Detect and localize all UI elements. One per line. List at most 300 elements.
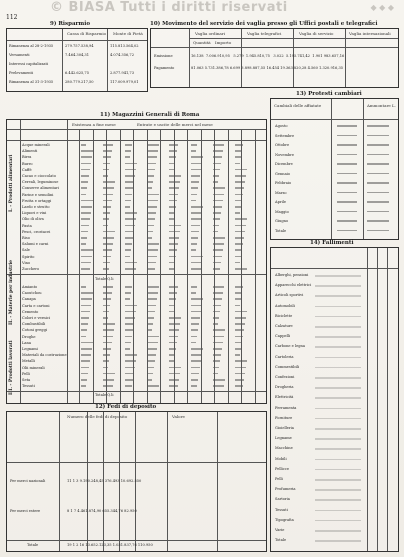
illegible-figure [213,305,221,307]
dotted-leader [315,489,361,491]
header-cambiali: Cambiali delle affiatate [274,103,322,108]
illegible-figure [367,125,389,127]
dotted-leader [315,428,361,430]
illegible-figure [213,256,222,258]
illegible-figure [337,192,357,194]
illegible-figure [213,360,220,362]
illegible-figure [169,144,178,146]
row-emissione-label: Emissione [154,54,173,58]
illegible-figure [125,342,131,344]
illegible-figure [147,360,155,362]
illegible-figure [169,187,179,189]
alimentari-item-label: Riso [22,236,30,240]
illegible-figure [213,298,222,300]
illegible-figure [103,181,115,183]
illegible-figure [213,243,224,245]
illegible-figure [103,218,109,220]
illegible-figure [81,373,88,375]
protesti-month-label: Settembre [275,133,295,138]
section-13-title: 13) Protesti cambiari [296,91,362,97]
alimentari-item-label: Farine e semolini [22,192,54,197]
illegible-figure [103,212,110,214]
illegible-figure [81,342,93,344]
illegible-figure [147,249,158,251]
illegible-figure [235,200,242,202]
sub-importo: Importo [215,40,232,45]
illegible-figure [81,194,86,196]
protesti-month-label: Marzo [275,190,287,195]
alimentari-item-label: Caffè [22,167,32,172]
illegible-figure [125,367,135,369]
illegible-figure [191,311,201,313]
s9-row-monte: 117.009.979,01 [110,80,139,84]
illegible-figure [147,262,156,264]
section-9-table [6,28,148,92]
fallimenti-item-label: Sartoria [275,497,290,502]
materie-item-label: Amianto [22,285,38,289]
illegible-figure [235,163,240,165]
illegible-figure [103,329,114,331]
illegible-figure [125,311,136,313]
illegible-figure [191,379,198,381]
illegible-figure [367,173,389,175]
illegible-figure [367,144,389,146]
fallimenti-item-label: Mobili [275,456,287,461]
illegible-figure [125,156,130,158]
illegible-figure [147,367,154,369]
illegible-figure [213,187,225,189]
grid-column-line [79,129,80,403]
illegible-figure [191,200,196,202]
protesti-month-label: Febbraio [275,181,292,185]
section-11-table [6,119,267,404]
illegible-figure [213,348,222,350]
illegible-figure [235,212,240,214]
illegible-figure [147,256,157,258]
illegible-figure [103,156,111,158]
illegible-figure [235,256,241,258]
illegible-figure [213,144,224,146]
illegible-figure [191,175,200,177]
illegible-figure [125,323,134,325]
alimentari-item-label: Birra [22,155,32,160]
illegible-figure [235,311,247,313]
illegible-figure [169,298,176,300]
illegible-figure [213,150,223,152]
illegible-figure [213,311,220,313]
illegible-figure [125,329,133,331]
alimentari-item-label: Frutta e ortaggi [22,198,52,203]
fallimenti-item-label: Tipografia [275,517,294,522]
illegible-figure [169,311,174,313]
illegible-figure [213,317,219,319]
illegible-figure [125,225,135,227]
illegible-figure [337,154,357,156]
fallimenti-item-label: Drogheria [275,385,294,390]
illegible-figure [169,181,180,183]
illegible-figure [191,298,203,300]
illegible-figure [213,200,223,202]
illegible-figure [213,292,223,294]
illegible-figure [235,360,247,362]
illegible-figure [103,200,112,202]
illegible-figure [169,156,176,158]
s9-row-label: Prelevamenti [9,71,34,75]
fallimenti-item-label: Carbone e legna [275,344,305,349]
dotted-leader [315,316,361,318]
illegible-figure [191,212,202,214]
fedi-row-totale-values: 19 1 2 16 13.652.123,35 1.031.837,76 110.950 [67,543,153,547]
illegible-figure [213,385,224,387]
dotted-leader [315,275,361,277]
illegible-figure [125,150,131,152]
illegible-figure [213,212,221,214]
illegible-figure [103,194,113,196]
fallimenti-item-label: Elettricità [275,395,294,400]
illegible-figure [125,144,132,146]
illegible-figure [103,150,112,152]
illegible-figure [337,211,357,213]
materie-item-label: Droghe [22,334,36,339]
illegible-figure [235,262,240,264]
protesti-month-label: Giugno [275,219,289,223]
illegible-figure [147,181,153,183]
fallimenti-item-label: Cartoleria [275,354,294,359]
illegible-figure [235,225,246,227]
protesti-month-label: Ottobre [275,143,290,147]
col-header-monte: Monte di Pietà [113,31,143,36]
illegible-figure [103,175,108,177]
illegible-figure [81,169,90,171]
fedi-row-nazionali-label: Per merci nazionali [10,479,46,483]
materie-item-label: Colori e vernici [22,316,51,320]
s9-row-label: Interessi capitalizzati [9,62,49,66]
illegible-figure [191,305,202,307]
illegible-figure [81,305,91,307]
illegible-figure [213,218,220,220]
illegible-figure [191,187,198,189]
illegible-figure [169,317,181,319]
protesti-month-label: Maggio [275,209,289,214]
dotted-leader [315,510,361,512]
illegible-figure [81,268,90,270]
illegible-figure [235,298,241,300]
fallimenti-item-label: Totale [275,538,287,543]
illegible-figure [191,385,197,387]
illegible-figure [147,206,157,208]
illegible-figure [191,181,199,183]
illegible-figure [235,218,247,220]
illegible-figure [169,163,175,165]
protesti-month-label: Gennaio [275,171,291,176]
section-10-table [150,28,399,88]
illegible-figure [147,150,158,152]
illegible-figure [235,243,243,245]
s9-row-label: Rimanenza al 28-2-1935 [9,44,54,48]
illegible-figure [191,194,197,196]
illegible-figure [367,192,389,194]
illegible-figure [81,286,86,288]
illegible-figure [81,336,86,338]
illegible-figure [125,262,137,264]
illegible-figure [191,354,202,356]
illegible-figure [147,305,156,307]
illegible-figure [125,256,130,258]
col-vaglia-telegrafici: Vaglia telegrafici [247,31,282,36]
dotted-leader [315,285,361,287]
illegible-figure [81,249,93,251]
illegible-figure [235,156,241,158]
illegible-figure [213,163,221,165]
illegible-figure [191,360,201,362]
illegible-figure [213,342,223,344]
illegible-figure [337,173,357,175]
illegible-figure [81,298,92,300]
illegible-figure [213,156,222,158]
col-vaglia-internazionali: Vaglia internazionali [349,31,391,36]
alimentari-item-label: Pesci, crostacei [22,229,51,234]
illegible-figure [103,292,112,294]
illegible-figure [235,329,244,331]
grid-column-line [120,129,121,403]
fallimenti-item-label: Alberghi, pensioni [275,273,309,277]
section-12-title: 12) Fedi di deposito [95,404,157,410]
illegible-figure [213,194,224,196]
illegible-figure [147,292,158,294]
illegible-figure [169,212,175,214]
illegible-figure [147,373,153,375]
dotted-leader [315,469,361,471]
dotted-leader [315,377,361,379]
dotted-leader [315,408,361,410]
illegible-figure [147,156,157,158]
illegible-figure [191,169,201,171]
fedi-row-nazionali-values: 11 1 3 9.190.248,45 376.493 10.692.550 [67,479,142,483]
dotted-leader [315,418,361,420]
illegible-figure [81,175,89,177]
s9-row-monte: 2.877.941,73 [110,71,135,75]
illegible-figure [213,169,220,171]
illegible-figure [169,150,177,152]
materie-item-label: Seta [22,378,31,382]
fallimenti-item-label: Gioielleria [275,426,294,430]
row-pagamento-values: 81.063 5.731.386,78 6.699 3.898.887,55 16.454 19.363.820,28 4.560 1.320.916,35 [191,66,344,70]
fallimenti-item-label: Confezioni [275,375,295,379]
illegible-figure [213,323,218,325]
protesti-month-label: Aprile [275,200,287,204]
illegible-figure [147,200,158,202]
grid-column-line [255,129,256,403]
illegible-figure [125,187,133,189]
illegible-figure [103,249,112,251]
illegible-figure [235,323,245,325]
illegible-figure [125,379,133,381]
illegible-figure [191,262,202,264]
dotted-leader [315,520,361,522]
illegible-figure [103,305,110,307]
illegible-figure [81,218,90,220]
dotted-leader [315,530,361,532]
illegible-figure [169,354,175,356]
dotted-leader [315,295,361,297]
grid-column-line [93,129,94,403]
alimentari-item-label: Burro [22,161,33,166]
watermark: © BIASA Tutti i diritti riservati [50,0,288,15]
illegible-figure [191,286,197,288]
s9-row-monte: 4.074.356,72 [110,53,135,57]
materie-item-label: Metalli [22,359,35,364]
illegible-figure [125,292,131,294]
illegible-figure [103,311,109,313]
side-label-b: II. - Materie per industrie [9,259,14,325]
illegible-figure [125,305,137,307]
illegible-figure [191,373,199,375]
illegible-figure [103,231,115,233]
fallimenti-item-label: Automobili [275,303,295,308]
illegible-figure [103,354,110,356]
illegible-figure [213,175,219,177]
alimentari-item-label: Sale [22,248,30,253]
illegible-figure [103,262,110,264]
illegible-figure [191,163,202,165]
col-header-cassa: Cassa di Risparmio [67,31,106,36]
illegible-figure [169,169,174,171]
illegible-figure [103,336,113,338]
corner-marks: ◆ ◆ ◆ [370,3,394,12]
illegible-figure [147,354,156,356]
illegible-figure [125,348,130,350]
illegible-figure [191,225,200,227]
illegible-figure [169,292,177,294]
illegible-figure [81,379,87,381]
protesti-month-label: Totale [275,228,287,233]
header-esistenza: Esistenza a fine mese [72,122,116,127]
illegible-figure [103,317,108,319]
illegible-figure [169,373,180,375]
illegible-figure [235,187,244,189]
illegible-figure [81,156,92,158]
illegible-figure [81,163,91,165]
alimentari-item-label: Cereali, leguminose [22,180,59,185]
illegible-figure [235,305,240,307]
illegible-figure [191,342,196,344]
illegible-figure [191,256,203,258]
fallimenti-item-label: Forniture [275,415,293,420]
illegible-figure [191,329,198,331]
illegible-figure [147,237,152,239]
illegible-figure [103,385,113,387]
illegible-figure [125,354,137,356]
illegible-figure [235,150,242,152]
alimentari-item-label: Vino [22,260,31,265]
dotted-leader [315,367,361,369]
dotted-leader [315,499,361,501]
fallimenti-item-label: Tessuti [275,507,288,512]
dotted-leader [315,336,361,338]
illegible-figure [125,163,137,165]
illegible-figure [169,249,177,251]
materie-item-label: Materiali da costruzione [22,353,67,358]
header-entrate-uscite: Entrate e uscite delle merci nel mese [137,122,213,127]
illegible-figure [125,175,135,177]
illegible-figure [235,342,242,344]
illegible-figure [103,367,108,369]
illegible-figure [147,311,155,313]
header-valore: Valore [172,414,185,419]
illegible-figure [235,206,241,208]
illegible-figure [235,169,247,171]
fallimenti-item-label: Articoli sportivi [275,293,304,298]
illegible-figure [147,225,154,227]
illegible-figure [147,194,159,196]
illegible-figure [103,187,114,189]
illegible-figure [235,181,245,183]
divider [7,391,266,392]
s9-row-cassa: 279.757.538,94 [65,44,94,48]
fallimenti-item-label: Commestibili [275,364,300,369]
illegible-figure [81,200,93,202]
illegible-figure [235,249,242,251]
illegible-figure [125,249,131,251]
illegible-figure [367,201,389,203]
illegible-figure [103,163,110,165]
illegible-figure [213,181,218,183]
illegible-figure [169,225,181,227]
dotted-leader [315,326,361,328]
section-14-title: 14) Fallimenti [310,240,354,246]
illegible-figure [125,317,135,319]
illegible-figure [367,135,389,137]
materie-item-label: Caoutchou [22,291,42,296]
illegible-figure [147,243,159,245]
materie-item-label: Cotoni greggi [22,328,48,333]
illegible-figure [103,169,109,171]
illegible-figure [367,163,389,165]
illegible-figure [169,268,174,270]
illegible-figure [169,231,180,233]
illegible-figure [213,379,225,381]
divider [7,274,266,275]
illegible-figure [235,268,247,270]
illegible-figure [81,144,86,146]
illegible-figure [213,286,224,288]
illegible-figure [125,200,131,202]
row-pagamento-label: Pagamento [154,66,175,70]
illegible-figure [147,231,153,233]
illegible-figure [213,231,218,233]
illegible-figure [235,373,245,375]
illegible-figure [125,181,134,183]
illegible-figure [213,336,224,338]
illegible-figure [235,194,243,196]
illegible-figure [81,225,89,227]
illegible-figure [81,212,91,214]
illegible-figure [235,292,242,294]
illegible-figure [103,243,113,245]
illegible-figure [169,323,180,325]
protesti-month-label: Novembre [275,152,295,157]
illegible-figure [125,286,132,288]
dotted-leader [315,357,361,359]
s9-row-cassa: 6.442.625,75 [65,71,90,75]
illegible-figure [213,225,219,227]
illegible-figure [367,230,389,232]
illegible-figure [235,231,245,233]
materie-item-label: Carta e cartoni [22,303,50,308]
illegible-figure [169,367,181,369]
illegible-figure [103,286,113,288]
grid-column-line [187,129,188,403]
